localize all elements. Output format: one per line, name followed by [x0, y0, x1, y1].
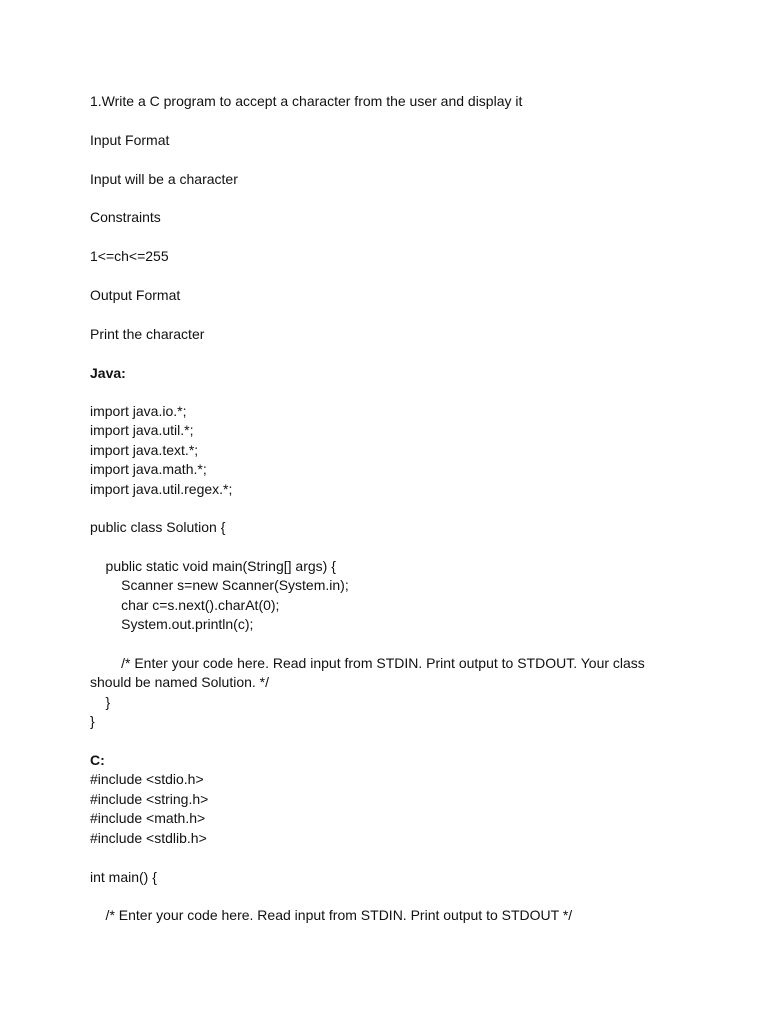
java-code-line: public static void main(String[] args) { — [90, 558, 336, 574]
java-code-line: import java.io.*; — [90, 403, 187, 419]
c-code-line: #include <string.h> — [90, 791, 209, 807]
java-code-line: public class Solution { — [90, 519, 226, 535]
java-code-line: } — [90, 694, 111, 710]
java-code-line: import java.text.*; — [90, 442, 199, 458]
input-format-heading: Input Format — [90, 132, 170, 148]
c-code-line: #include <math.h> — [90, 810, 206, 826]
c-heading: C: — [90, 752, 105, 768]
java-code-comment: /* Enter your code here. Read input from STDIN. Print output to STDOUT. Your class — [90, 655, 645, 671]
c-code-comment: /* Enter your code here. Read input from STDIN. Print output to STDOUT */ — [90, 907, 573, 923]
output-format-heading: Output Format — [90, 287, 181, 303]
constraints-text: 1<=ch<=255 — [90, 248, 169, 264]
java-code-line: import java.util.*; — [90, 422, 194, 438]
java-code-line: import java.math.*; — [90, 461, 207, 477]
c-code-line: #include <stdio.h> — [90, 771, 204, 787]
c-code-line: #include <stdlib.h> — [90, 830, 207, 846]
constraints-heading: Constraints — [90, 209, 161, 225]
c-code-line: int main() { — [90, 869, 157, 885]
java-code-line: import java.util.regex.*; — [90, 481, 233, 497]
question-title: 1.Write a C program to accept a character from the user and display it — [90, 93, 523, 109]
java-code-comment: should be named Solution. */ — [90, 674, 270, 690]
java-code-line: Scanner s=new Scanner(System.in); — [90, 577, 349, 593]
java-code-line: System.out.println(c); — [90, 616, 254, 632]
output-format-text: Print the character — [90, 326, 205, 342]
input-format-text: Input will be a character — [90, 171, 238, 187]
java-heading: Java: — [90, 365, 126, 381]
java-code-line: } — [90, 713, 95, 729]
java-code-line: char c=s.next().charAt(0); — [90, 597, 280, 613]
